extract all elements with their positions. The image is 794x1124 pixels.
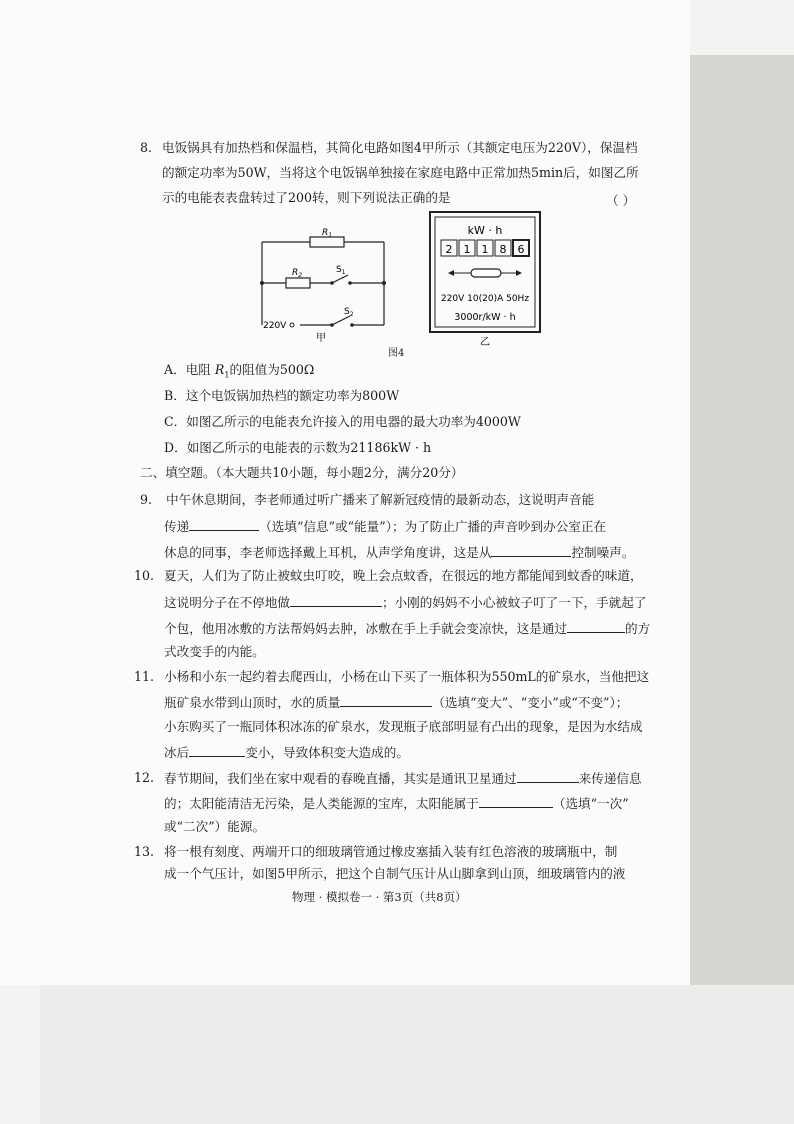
meter-constant: 3000r/kW · h bbox=[454, 312, 516, 323]
q12-blank-2[interactable] bbox=[479, 795, 553, 808]
q8-number: 8. bbox=[140, 140, 153, 155]
q12-line-3: 或“二次”）能源。 bbox=[164, 819, 266, 834]
q13-number: 13. bbox=[134, 844, 155, 859]
q10-line-1: 夏天，人们为了防止被蚊虫叮咬，晚上会点蚊香，在很远的地方都能闻到蚊香的味道， bbox=[164, 568, 643, 583]
figure-label-a: 甲 bbox=[316, 333, 326, 344]
figure-caption: 图4 bbox=[388, 348, 405, 359]
q8-line-2: 的额定功率为50W，当将这个电饭锅单独接在家庭电路中正常加热5min后，如图乙所 bbox=[162, 165, 639, 180]
q8-line-3: 示的电能表表盘转过了200转，则下列说法正确的是 bbox=[162, 190, 451, 205]
s2-label: $S_2$ bbox=[344, 307, 354, 318]
meter-digit-5: 6 bbox=[517, 243, 525, 256]
q8-option-a: A．电阻 $R_1$的阻值为500Ω bbox=[164, 362, 315, 380]
q9-line-1: 中午休息期间，李老师通过听广播来了解新冠疫情的最新动态，这说明声音能 bbox=[166, 492, 595, 507]
q11-number: 11. bbox=[134, 669, 155, 684]
q11-line-1: 小杨和小东一起约着去爬西山，小杨在山下买了一瓶体积为550mL的矿泉水，当他把这 bbox=[164, 669, 650, 684]
meter-digit-1: 2 bbox=[445, 243, 453, 256]
scan-edge-shadow bbox=[690, 55, 794, 985]
q12-blank-1[interactable] bbox=[517, 770, 579, 783]
q8-line-1: 电饭锅具有加热档和保温档，其简化电路如图4甲所示（其额定电压为220V），保温档 bbox=[162, 140, 638, 155]
q11-blank-1[interactable] bbox=[340, 694, 432, 707]
q11-line-2: 瓶矿泉水带到山顶时，水的质量 （选填“变大”、“变小”或“不变”）； bbox=[164, 695, 629, 710]
q9-blank-1[interactable] bbox=[189, 518, 259, 531]
q10-number: 10. bbox=[134, 568, 155, 583]
meter-digit-4: 8 bbox=[499, 243, 507, 256]
q9-line-3: 休息的同事，李老师选择戴上耳机，从声学角度讲，这是从 控制噪声。 bbox=[164, 545, 635, 560]
q9-line-2: 传递 （选填“信息”或“能量”）；为了防止广播的声音吵到办公室正在 bbox=[164, 519, 607, 534]
q11-line-4: 冰后 变小，导致体积变大造成的。 bbox=[164, 745, 409, 760]
electricity-meter bbox=[426, 210, 546, 350]
q9-number: 9. bbox=[140, 492, 153, 507]
q13-line-1: 将一根有刻度、两端开口的细玻璃管通过橡皮塞插入装有红色溶液的玻璃瓶中，制 bbox=[164, 844, 618, 859]
q8-option-b: B．这个电饭锅加热档的额定功率为800W bbox=[164, 388, 400, 403]
q10-line-2: 这说明分子在不停地做 ；小刚的妈妈不小心被蚊子叮了一下，手就起了 bbox=[164, 595, 647, 610]
q11-blank-2[interactable] bbox=[189, 744, 245, 757]
q8-answer-paren: （ ） bbox=[606, 193, 636, 208]
meter-digit-2: 1 bbox=[463, 243, 471, 256]
meter-unit: kW · h bbox=[467, 224, 503, 237]
meter-digit-3: 1 bbox=[481, 243, 489, 256]
q11-line-3: 小东购买了一瓶同体积冰冻的矿泉水，发现瓶子底部明显有凸出的现象，是因为水结成 bbox=[164, 719, 643, 734]
q12-number: 12. bbox=[134, 770, 155, 785]
q12-line-2: 的；太阳能清洁无污染，是人类能源的宝库，太阳能属于 （选填“一次” bbox=[164, 796, 629, 811]
circuit-diagram bbox=[250, 228, 400, 348]
q8-option-c: C．如图乙所示的电能表允许接入的用电器的最大功率为4000W bbox=[164, 414, 521, 429]
q10-line-3: 个包，他用冰敷的方法帮妈妈去肿，冰敷在手上手就会变凉快，这是通过 的方 bbox=[164, 621, 651, 636]
r2-label: $R_2$ bbox=[292, 268, 303, 279]
q13-line-2: 成一个气压计，如图5甲所示，把这个自制气压计从山脚拿到山顶，细玻璃管内的液 bbox=[164, 866, 626, 881]
q10-blank-2[interactable] bbox=[567, 620, 625, 633]
s1-label: $S_1$ bbox=[336, 265, 346, 276]
page-footer: 物理 · 模拟卷一 · 第3页（共8页） bbox=[292, 890, 467, 904]
q10-line-4: 式改变手的内能。 bbox=[164, 644, 265, 659]
q8-option-d: D．如图乙所示的电能表的示数为21186kW · h bbox=[164, 440, 432, 455]
figure-label-b: 乙 bbox=[480, 337, 490, 348]
meter-rating: 220V 10(20)A 50Hz bbox=[440, 294, 530, 304]
voltage-label: 220V bbox=[263, 321, 287, 331]
scan-bottom-margin bbox=[40, 985, 794, 1124]
section-heading: 二、填空题。（本大题共10小题，每小题2分，满分20分） bbox=[140, 465, 464, 480]
q9-blank-2[interactable] bbox=[491, 544, 571, 557]
r1-label: $R_1$ bbox=[322, 228, 333, 239]
meter-disc-icon bbox=[448, 269, 522, 277]
q10-blank-1[interactable] bbox=[290, 594, 382, 607]
q12-line-1: 春节期间，我们坐在家中观看的春晚直播，其实是通讯卫星通过 来传递信息 bbox=[164, 771, 642, 786]
